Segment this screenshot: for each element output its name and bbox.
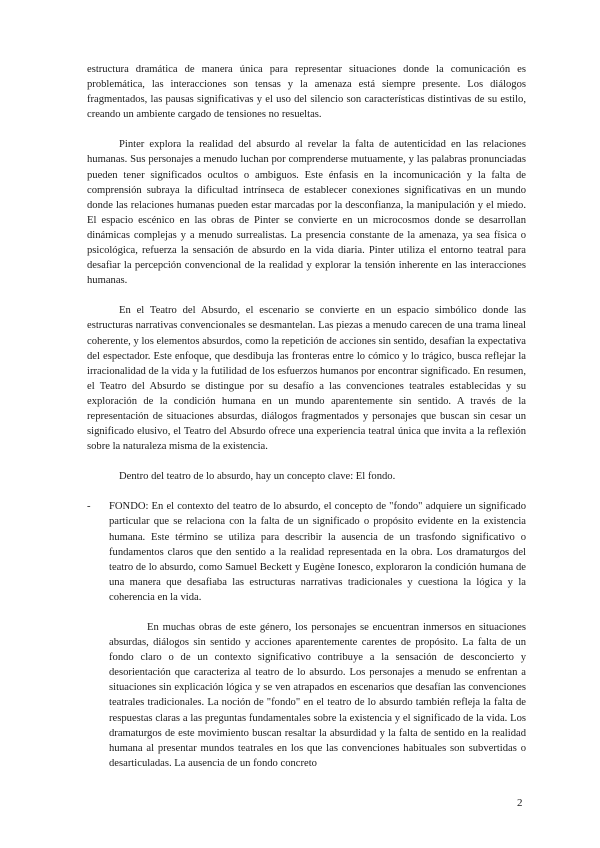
paragraph-pinter: Pinter explora la realidad del absurdo al revelar la falta de autenticidad en las relaciones humanas. Sus personajes a menudo luchan por comprenderse mutuamente, y las palabras pronunciadas pueden tener significados ocultos o ambiguos. Este énfasis en la incomunicación y la falta de comprensión subraya la dificultad intrínseca de establecer conexiones significativas en un mundo donde las relaciones humanas pueden estar marcadas por la desconfianza, la manipulación y el miedo. El espacio escénico en las obras de Pinter se convierte en un microcosmos donde se desarrollan dinámicas complejas y a menudo surrealistas. La presencia constante de la amenaza, ya sea física o psicológica, refuerza la sensación de absurdo en la vida diaria. Pinter utiliza el entorno teatral para desafiar la percepción convencional de la realidad y explorar la tensión inherente en las interacciones humanas. — [87, 139, 526, 287]
paragraph-obras-genero: En muchas obras de este género, los personajes se encuentran inmersos en situaciones absurdas, diálogos sin sentido y acciones aparentemente carentes de propósito. La falta de un fondo claro o de un contexto significativo contribuye a la sensación de desconcierto y desorientación que caracteriza al teatro de lo absurdo. Los personajes a menudo se enfrentan a situaciones sin explicación lógica y se ven atrapados en escenarios que desafían las convenciones teatrales tradicionales. La noción de "fondo" en el teatro de lo absurdo también refleja la falta de respuestas claras a las preguntas fundamentales sobre la existencia y el significado de la vida. Los dramaturgos de este movimiento buscan resaltar la absurdidad y la falta de sentido en la realidad humana al presentar mundos teatrales en los que las convenciones habituales son subvertidas o desarticuladas. La ausencia de un fondo concreto — [109, 622, 526, 769]
paragraph-continuation: estructura dramática de manera única para representar situaciones donde la comunicación es problemática, las interacciones son tensas y la amenaza está siempre presente. Los diálogos fragmentados, las pausas significativas y el uso del silencio son características distintivas de su estilo, creando un ambiente cargado de tensiones no resueltas. — [87, 64, 526, 121]
bullet-dash: - — [87, 501, 91, 513]
paragraph-teatro-absurdo: En el Teatro del Absurdo, el escenario se convierte en un espacio simbólico donde las estructuras narrativas convencionales se desmantelan. Las piezas a menudo carecen de una trama lineal coherente, y los elementos absurdos, como la repetición de acciones sin sentido, desafían la expectativa del espectador. Este enfoque, que desdibuja las fronteras entre lo cómico y lo trágico, busca reflejar la irracionalidad de la vida y la futilidad de los esfuerzos humanos por encontrar significado. En resumen, el Teatro del Absurdo se distingue por su desafío a las convenciones teatrales establecidas y su exploración de la condición humana en un mundo aparentemente sin sentido. A través de la representación de situaciones absurdas, diálogos fragmentados y personajes que buscan sin cesar un significado elusivo, el Teatro del Absurdo ofrece una experiencia teatral única que invita a la reflexión sobre la naturaleza misma de la existencia. — [87, 305, 526, 453]
paragraph-concepto-clave: Dentro del teatro de lo absurdo, hay un concepto clave: El fondo. — [119, 471, 396, 483]
page-number: 2 — [517, 797, 523, 809]
document-page — [87, 62, 526, 771]
list-item-fondo — [87, 499, 526, 605]
paragraph-fondo: FONDO: En el contexto del teatro de lo absurdo, el concepto de "fondo" adquiere un significado particular que se relaciona con la falta de un significado o propósito evidente en la existencia humana. Este término se utiliza para describir la ausencia de un trasfondo significativo o fundamentos claros que den sentido a la realidad representada en la obra. Los dramaturgos del teatro de lo absurdo, como Samuel Beckett y Eugène Ionesco, exploraron la condición humana de una manera que desafiaba las estructuras narrativas tradicionales y cuestiona la lógica y la coherencia en la vida. — [109, 501, 526, 603]
